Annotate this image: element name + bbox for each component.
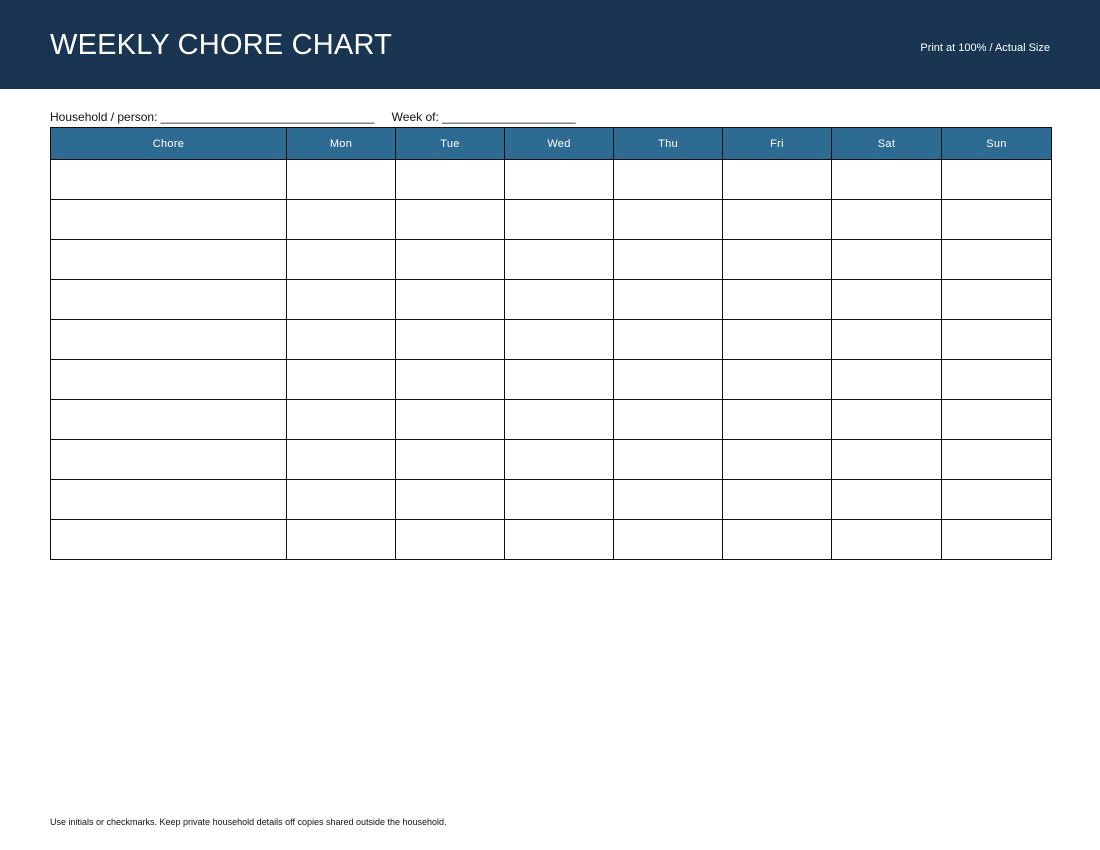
table-row (51, 440, 1052, 480)
day-sat-cell (832, 240, 942, 280)
day-thu-cell (614, 400, 723, 440)
day-sat-cell (832, 320, 942, 360)
chore-name-cell (51, 520, 287, 560)
day-thu-cell (614, 520, 723, 560)
day-wed-cell (505, 200, 614, 240)
day-sun-cell (942, 520, 1052, 560)
day-mon-cell (287, 280, 396, 320)
column-header-tue: Tue (396, 128, 505, 160)
chore-name-cell (51, 280, 287, 320)
day-thu-cell (614, 240, 723, 280)
day-sun-cell (942, 320, 1052, 360)
chore-name-cell (51, 320, 287, 360)
chore-rows (51, 160, 1052, 560)
day-sun-cell (942, 440, 1052, 480)
day-mon-cell (287, 160, 396, 200)
column-header-sun: Sun (942, 128, 1052, 160)
day-wed-cell (505, 160, 614, 200)
table-row (51, 480, 1052, 520)
day-sun-cell (942, 280, 1052, 320)
chore-name-cell (51, 400, 287, 440)
day-tue-cell (396, 400, 505, 440)
day-sat-cell (832, 200, 942, 240)
column-header-sat: Sat (832, 128, 942, 160)
day-wed-cell (505, 440, 614, 480)
day-tue-cell (396, 160, 505, 200)
table-row (51, 320, 1052, 360)
day-sun-cell (942, 240, 1052, 280)
day-thu-cell (614, 280, 723, 320)
day-wed-cell (505, 480, 614, 520)
day-fri-cell (723, 240, 832, 280)
table-row (51, 400, 1052, 440)
page-title: WEEKLY CHORE CHART (50, 29, 392, 61)
day-mon-cell (287, 240, 396, 280)
day-fri-cell (723, 480, 832, 520)
table-row (51, 160, 1052, 200)
chore-name-cell (51, 480, 287, 520)
day-mon-cell (287, 480, 396, 520)
day-sun-cell (942, 160, 1052, 200)
day-fri-cell (723, 360, 832, 400)
household-person-field: Household / person: ________________________________ (50, 110, 375, 124)
chore-name-cell (51, 160, 287, 200)
table-row (51, 520, 1052, 560)
column-header-chore: Chore (51, 128, 287, 160)
day-wed-cell (505, 360, 614, 400)
day-tue-cell (396, 360, 505, 400)
day-tue-cell (396, 240, 505, 280)
chore-name-cell (51, 360, 287, 400)
chore-name-cell (51, 240, 287, 280)
day-sat-cell (832, 440, 942, 480)
day-mon-cell (287, 440, 396, 480)
table-row (51, 200, 1052, 240)
column-header-fri: Fri (723, 128, 832, 160)
day-fri-cell (723, 440, 832, 480)
chore-table (50, 127, 1052, 560)
day-tue-cell (396, 320, 505, 360)
footer-note: Use initials or checkmarks. Keep private household details off copies shared outside the household. (50, 817, 447, 827)
day-thu-cell (614, 480, 723, 520)
day-sat-cell (832, 360, 942, 400)
day-thu-cell (614, 360, 723, 400)
day-thu-cell (614, 440, 723, 480)
day-fri-cell (723, 160, 832, 200)
day-sat-cell (832, 160, 942, 200)
table-row (51, 280, 1052, 320)
day-fri-cell (723, 200, 832, 240)
day-sat-cell (832, 480, 942, 520)
chore-name-cell (51, 200, 287, 240)
day-sat-cell (832, 520, 942, 560)
day-thu-cell (614, 200, 723, 240)
chore-name-cell (51, 440, 287, 480)
day-tue-cell (396, 280, 505, 320)
day-fri-cell (723, 320, 832, 360)
day-mon-cell (287, 520, 396, 560)
day-wed-cell (505, 240, 614, 280)
day-tue-cell (396, 520, 505, 560)
table-row (51, 360, 1052, 400)
day-tue-cell (396, 480, 505, 520)
day-thu-cell (614, 160, 723, 200)
table-header-row (51, 128, 1052, 160)
print-instruction: Print at 100% / Actual Size (920, 42, 1050, 54)
day-sun-cell (942, 360, 1052, 400)
day-wed-cell (505, 520, 614, 560)
day-mon-cell (287, 400, 396, 440)
day-thu-cell (614, 320, 723, 360)
column-header-thu: Thu (614, 128, 723, 160)
day-mon-cell (287, 320, 396, 360)
day-fri-cell (723, 520, 832, 560)
title-banner (0, 0, 1100, 89)
day-sun-cell (942, 480, 1052, 520)
day-mon-cell (287, 200, 396, 240)
info-fields (50, 110, 576, 125)
day-sat-cell (832, 400, 942, 440)
day-sun-cell (942, 400, 1052, 440)
day-wed-cell (505, 400, 614, 440)
day-sun-cell (942, 200, 1052, 240)
column-header-wed: Wed (505, 128, 614, 160)
week-of-field: Week of: ____________________ (391, 110, 576, 124)
day-fri-cell (723, 280, 832, 320)
day-mon-cell (287, 360, 396, 400)
day-fri-cell (723, 400, 832, 440)
day-wed-cell (505, 320, 614, 360)
day-wed-cell (505, 280, 614, 320)
day-sat-cell (832, 280, 942, 320)
day-tue-cell (396, 440, 505, 480)
column-header-mon: Mon (287, 128, 396, 160)
day-tue-cell (396, 200, 505, 240)
table-row (51, 240, 1052, 280)
